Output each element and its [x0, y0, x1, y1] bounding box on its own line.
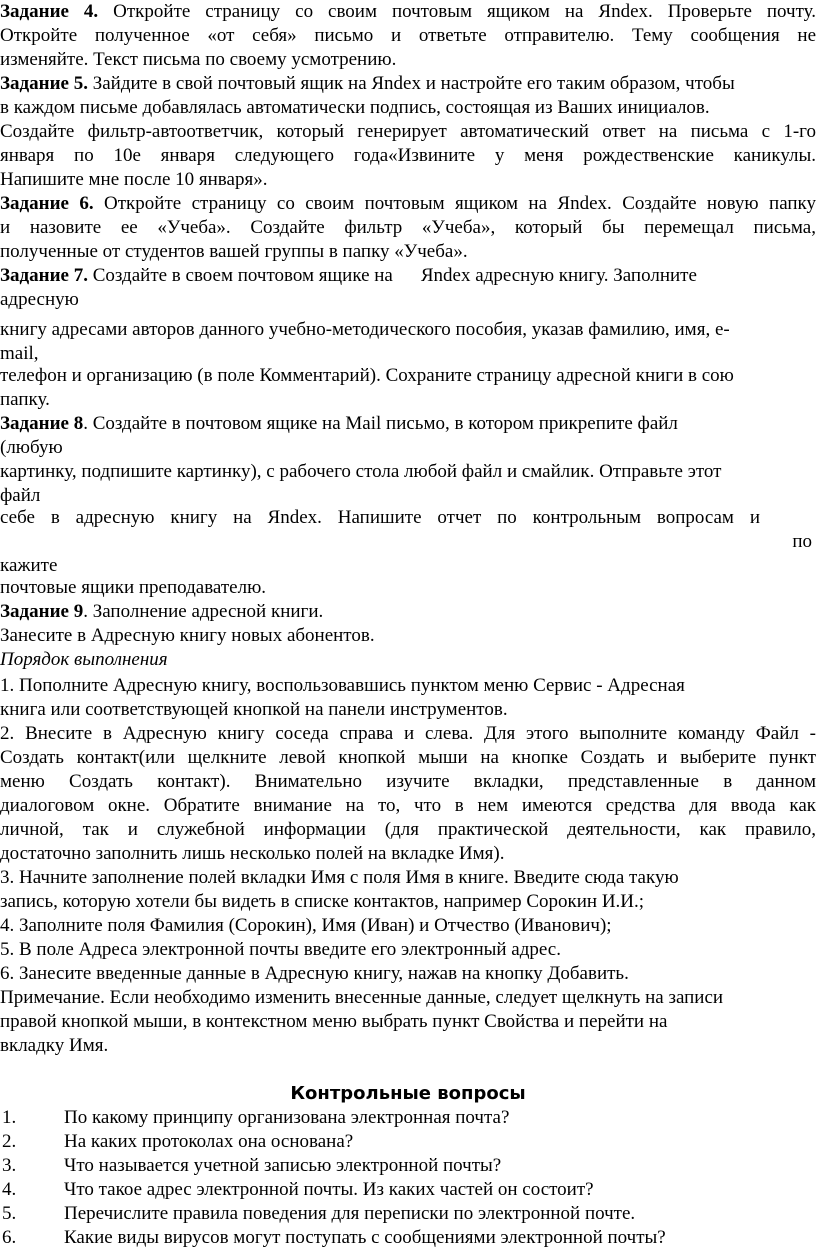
task7-line-1: Задание 7. Создайте в своем почтовом ящике на Яndex адресную книгу. Заполните [0, 265, 697, 286]
task8-line-8: почтовые ящики преподавателю. [0, 577, 267, 598]
task6-line-2: и назовите ее «Учеба». Создайте фильтр «Учеба», который бы перемещал письма, [0, 217, 816, 238]
task9-step-3a: 3. Начните заполнение полей вкладки Имя с поля Имя в книге. Введите сюда такую [0, 867, 679, 888]
task9-step-2c: меню Создать контакт). Внимательно изучите вкладки, представленные в данном [0, 771, 816, 792]
question-item: 1. По какому принципу организована электронная почта? [2, 1107, 510, 1128]
task9-step-2d: диалоговом окне. Обратите внимание на то, что в нем имеются средства для ввода как [0, 795, 816, 816]
task9-note-3: вкладку Имя. [0, 1035, 109, 1056]
task8-line-1: Задание 8. Создайте в почтовом ящике на Mail письмо, в котором прикрепите файл [0, 413, 678, 434]
task9-step-1b: книга или соответствующей кнопкой на панели инструментов. [0, 699, 508, 720]
task9-step-2a: 2. Внесите в Адресную книгу соседа справа и слева. Для этого выполните команду Файл - [0, 723, 816, 744]
task5-line-1: Задание 5. Зайдите в свой почтовый ящик на Яndex и настройте его таким образом, чтобы [0, 73, 735, 94]
question-item: 4. Что такое адрес электронной почты. Из каких частей он состоит? [2, 1179, 594, 1200]
task8-line-4: файл [0, 485, 41, 506]
questions-title: Контрольные вопросы [290, 1083, 526, 1104]
task4-line-2: Откройте полученное «от себя» письмо и ответьте отправителю. Тему сообщения не [0, 25, 816, 46]
task8-line-7: кажите [0, 555, 58, 576]
question-item: 6. Какие виды вирусов могут поступать с сообщениями электронной почты? [2, 1227, 666, 1248]
task9-line-2: Занесите в Адресную книгу новых абонентов. [0, 625, 375, 646]
task7-label: Задание 7. [0, 265, 88, 286]
task9-step-6: 6. Занесите введенные данные в Адресную книгу, нажав на кнопку Добавить. [0, 963, 629, 984]
task8-line-6: по [792, 531, 812, 552]
task5-line-2: в каждом письме добавлялась автоматически подпись, состоящая из Ваших инициалов. [0, 97, 710, 118]
task9-label: Задание 9 [0, 601, 84, 622]
task9-step-3b: запись, которую хотели бы видеть в списке контактов, например Сорокин И.И.; [0, 891, 645, 912]
task9-step-2f: достаточно заполнить лишь несколько полей на вкладке Имя). [0, 843, 505, 864]
task8-line-2: (любую [0, 437, 63, 458]
task7-line-3: книгу адресами авторов данного учебно-методического пособия, указав фамилию, имя, e- [0, 319, 730, 340]
question-item: 3. Что называется учетной записью электронной почты? [2, 1155, 502, 1176]
task9-line-1: Задание 9. Заполнение адресной книги. [0, 601, 324, 622]
task7-line-4: mail, [0, 343, 39, 364]
task7-line-2: адресную [0, 289, 79, 310]
task9-step-5: 5. В поле Адреса электронной почты введите его электронный адрес. [0, 939, 561, 960]
question-item: 2. На каких протоколах она основана? [2, 1131, 354, 1152]
task6-line-3: полученные от студентов вашей группы в папку «Учеба». [0, 241, 468, 262]
task7-line-6: папку. [0, 389, 50, 410]
task5-line-4: января по 10е января следующего года«Извините у меня рождественские каникулы. [0, 145, 816, 166]
task8-line-5: себе в адресную книгу на Яndex. Напишите отчет по контрольным вопросам и [0, 507, 760, 528]
task4-line-3: изменяйте. Текст письма по своему усмотрению. [0, 49, 397, 70]
task6-label: Задание 6. [0, 193, 94, 214]
task9-step-1a: 1. Пополните Адресную книгу, воспользовавшись пунктом меню Сервис - Адресная [0, 675, 685, 696]
task4-line-1: Задание 4. Откройте страницу со своим почтовым ящиком на Яndex. Проверьте почту. [0, 1, 816, 22]
task9-order-heading: Порядок выполнения [0, 649, 168, 670]
task4-label: Задание 4. [0, 1, 99, 22]
task9-step-4: 4. Заполните поля Фамилия (Сорокин), Имя (Иван) и Отчество (Иванович); [0, 915, 612, 936]
task9-note-1: Примечание. Если необходимо изменить внесенные данные, следует щелкнуть на записи [0, 987, 724, 1008]
task9-step-2b: Создать контакт(или щелкните левой кнопкой мыши на кнопке Создать и выберите пункт [0, 747, 816, 768]
task5-line-3: Создайте фильтр-автоответчик, который генерирует автоматический ответ на письма с 1-го [0, 121, 816, 142]
task5-line-5: Напишите мне после 10 января». [0, 169, 268, 190]
task8-label: Задание 8 [0, 413, 84, 434]
question-item: 5. Перечислите правила поведения для переписки по электронной почте. [2, 1203, 636, 1224]
task6-line-1: Задание 6. Откройте страницу со своим почтовым ящиком на Яndex. Создайте новую папку [0, 193, 816, 214]
task5-label: Задание 5. [0, 73, 88, 94]
task8-line-3: картинку, подпишите картинку), с рабочего стола любой файл и смайлик. Отправьте этот [0, 461, 722, 482]
task9-step-2e: личной, так и служебной информации (для практической деятельности, как правило, [0, 819, 816, 840]
task9-note-2: правой кнопкой мыши, в контекстном меню выбрать пункт Свойства и перейти на [0, 1011, 668, 1032]
task7-line-5: телефон и организацию (в поле Комментарий). Сохраните страницу адресной книги в сою [0, 365, 734, 386]
